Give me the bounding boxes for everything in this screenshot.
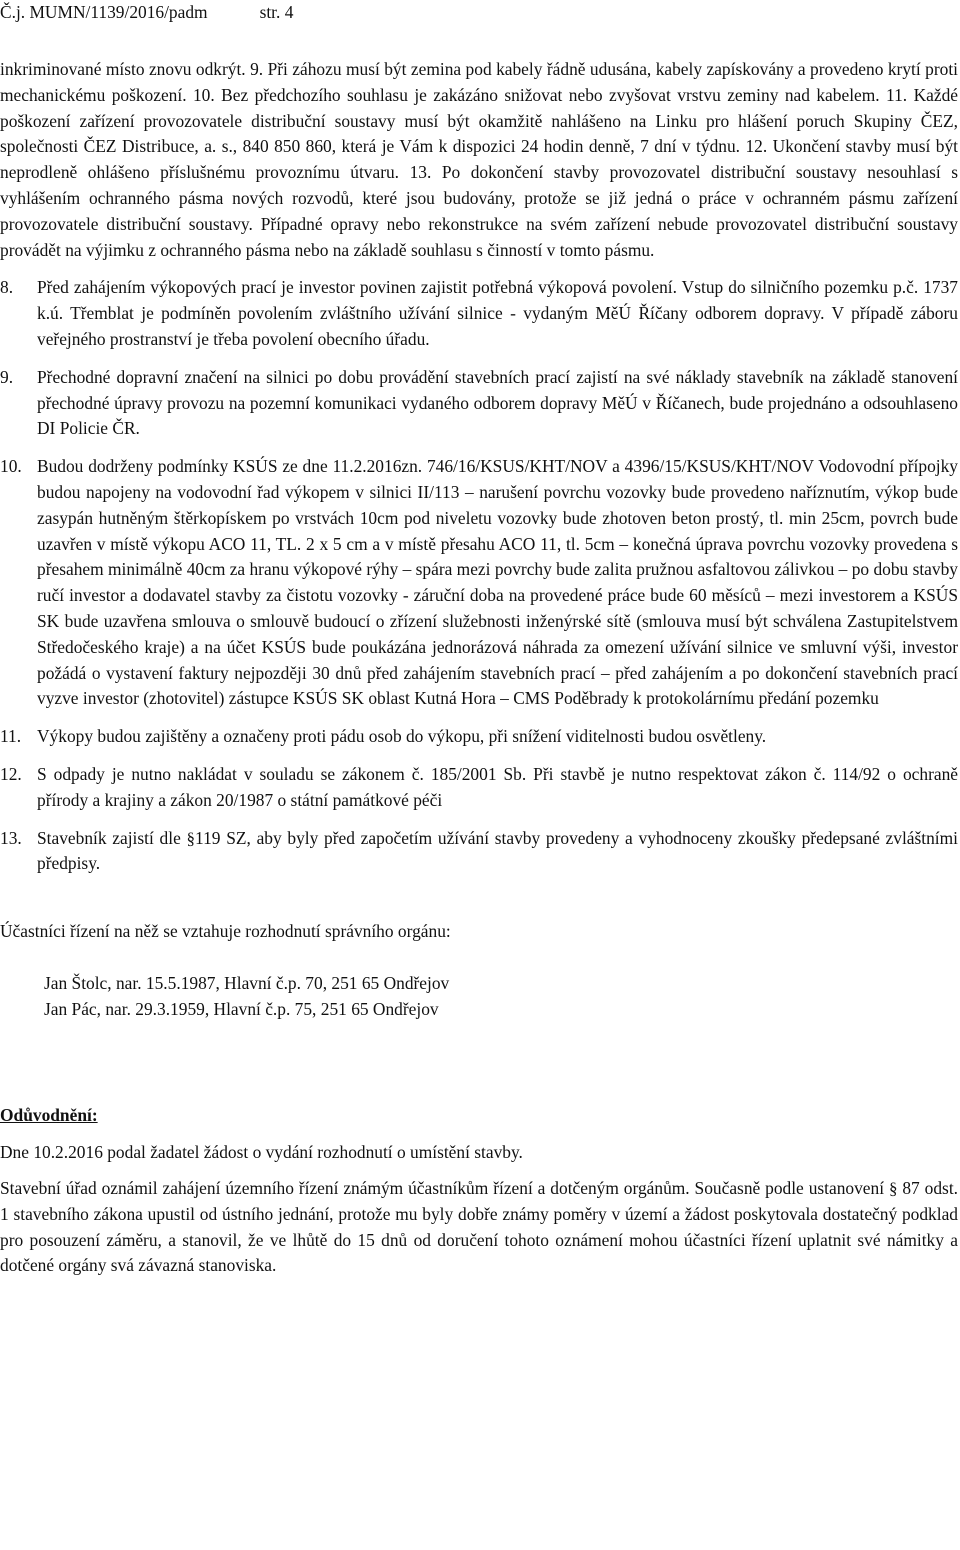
condition-item-10 [0, 454, 958, 712]
item-text: Přechodné dopravní značení na silnici po dobu provádění stavebních prací zajistí na své náklady stavebník na základě stanovení přechodné úpravy provozu na pozemní komunikaci vydaného odborem dopravy MěÚ v Říčanech, bude projednáno a odsouhlaseno DI Policie ČR. [37, 366, 958, 439]
participants-list [44, 971, 958, 1023]
condition-item-8 [0, 275, 958, 352]
section-sign: § [888, 1179, 898, 1199]
item-text: Stavebník zajistí dle §119 SZ, aby byly před započetím užívání stavby provedeny a vyhodnoceny zkoušky předepsané zvláštními předpisy. [37, 827, 959, 874]
item-text: S odpady je nutno nakládat v souladu se zákonem č. 185/2001 Sb. Při stavbě je nutno respektovat zákon č. 114/92 o ochraně přírody a krajiny a zákon 20/1987 o státní památkové péči [37, 763, 958, 810]
condition-item-13 [0, 826, 959, 878]
item-number: 12. [0, 763, 22, 784]
participant-item: Jan Pác, nar. 29.3.1959, Hlavní č.p. 75, 251 65 Ondřejov [44, 998, 439, 1019]
page-number: str. 4 [259, 2, 294, 22]
item-number: 11. [0, 726, 22, 747]
item-number: 9. [0, 366, 14, 387]
participant-item: Jan Štolc, nar. 15.5.1987, Hlavní č.p. 70, 251 65 Ondřejov [44, 972, 450, 993]
condition-item-9 [0, 365, 958, 442]
reasoning-paragraph-2: Stavební úřad oznámil zahájení územního řízení známým účastníkům řízení a dotčeným orgánům. Současně podle ustanovení § 87 odst. 1 stavebního zákona upustil od ústního jednání, protože mu byly dobře známy poměry v území a žádost poskytovala dostatečný podklad pro posouzení záměru, a stanovil, že ve lhůtě do 15 dnů od doručení tohoto oznámení mohou účastníci řízení uplatnit své námitky a dotčené orgány svá závazná stanoviska. [0, 1178, 958, 1276]
condition-item-11 [0, 724, 958, 750]
item-text: Budou dodrženy podmínky KSÚS ze dne 11.2.2016zn. 746/16/KSUS/KHT/NOV a 4396/15/KSUS/KHT/NOV Vodovodní přípojky budou napojeny na vodovodní řad výkopem v silnici II/113 – narušení povrchu vozovky bude provedeno naříznutím, výkop bude zasypán hutněným štěrkopískem po vrstvách 10cm pod niveletu vozovky bude zhotoven beton prostý, tl. min 25cm, povrch bude uzavřen v místě výkopu ACO 11, TL. 2 x 5 cm a v místě přesahu ACO 11, tl. 5cm – konečná úprava povrchu vozovky provedena s přesahem minimálně 40cm za hranu výkopové rýhy – spára mezi povrchy bude zalita pružnou asfaltovou zálivkou – po dobu stavby ručí investor a dodavatel stavby za čistotu vozovky - záruční doba na provedené práce bude 60 měsíců – mezi investorem a KSÚS SK bude uzavřena smlouva o smlouvě budoucí o zřízení služebnosti inženýrské sítě (smlouva musí být schválena Zastupitelstvem Středočeského kraje) a na účet KSÚS bude poukázána jednorázová náhrada za omezení užívání silnice ve smluvní výši, investor požádá o vystavení faktury nejpozději 30 dnů před zahájením stavebních prací – před zahájením a po dokončení stavebních prací vyzve investor (zhotovitel) zástupce KSÚS SK oblast Kutná Hora – CMS Poděbrady k protokolárnímu předání pozemku [37, 456, 958, 709]
reference-number: Č.j. MUMN/1139/2016/padm [0, 2, 208, 22]
item-number: 13. [0, 827, 22, 848]
document-body [0, 57, 959, 1279]
page-header [0, 1, 293, 23]
section-sign: § [186, 828, 196, 848]
conditions-continuation: inkriminované místo znovu odkrýt. 9. Při záhozu musí být zemina pod kabely řádně udusána, kabely zapískovány a provedeno krytí proti mechanickému poškození. 10. Bez předchozího souhlasu je zakázáno snižovat nebo zvyšovat vrstvu zeminy nad kabelem. 11. Každé poškození zařízení provozovatele distribuční soustavy musí být okamžitě nahlášeno na Linku pro hlášení poruch Skupiny ČEZ, společnosti ČEZ Distribuce, a. s., 840 850 860, která je Vám k dispozici 24 hodin denně, 7 dní v týdnu. 12. Ukončení stavby musí být neprodleně ohlášeno příslušnému provoznímu útvaru. 13. Po dokončení stavby provozovatel distribuční soustavy nesouhlasí s vyhlášením ochranného pásma nových rozvodů, které jsou budovány, protože se již jedná o práce v ochranném pásmu zařízení provozovatele distribuční soustavy. Případné opravy nebo rekonstrukce na svém zařízení nebude provozovatel distribuční soustavy provádět na výjimku z ochranného pásma nebo na základě souhlasu s činností v tomto pásmu. [0, 59, 958, 260]
reasoning-heading: Odůvodnění: [0, 1104, 98, 1125]
item-number: 10. [0, 456, 22, 477]
item-text: Před zahájením výkopových prací je investor povinen zajistit potřebná výkopová povolení. Vstup do silničního pozemku p.č. 1737 k.ú. Třemblat je podmíněn povolením zvláštního užívání silnice - vydaným MěÚ Říčany odborem dopravy. V případě záboru veřejného prostranství je třeba povolení obecního úřadu. [37, 277, 958, 349]
condition-item-12 [0, 762, 958, 814]
participants-title: Účastníci řízení na něž se vztahuje rozhodnutí správního orgánu: [0, 921, 451, 942]
reasoning-paragraph-1: Dne 10.2.2016 podal žadatel žádost o vydání rozhodnutí o umístění stavby. [0, 1142, 523, 1163]
item-number: 8. [0, 277, 14, 298]
item-text: Výkopy budou zajištěny a označeny proti pádu osob do výkopu, při snížení viditelnosti budou osvětleny. [37, 726, 767, 747]
